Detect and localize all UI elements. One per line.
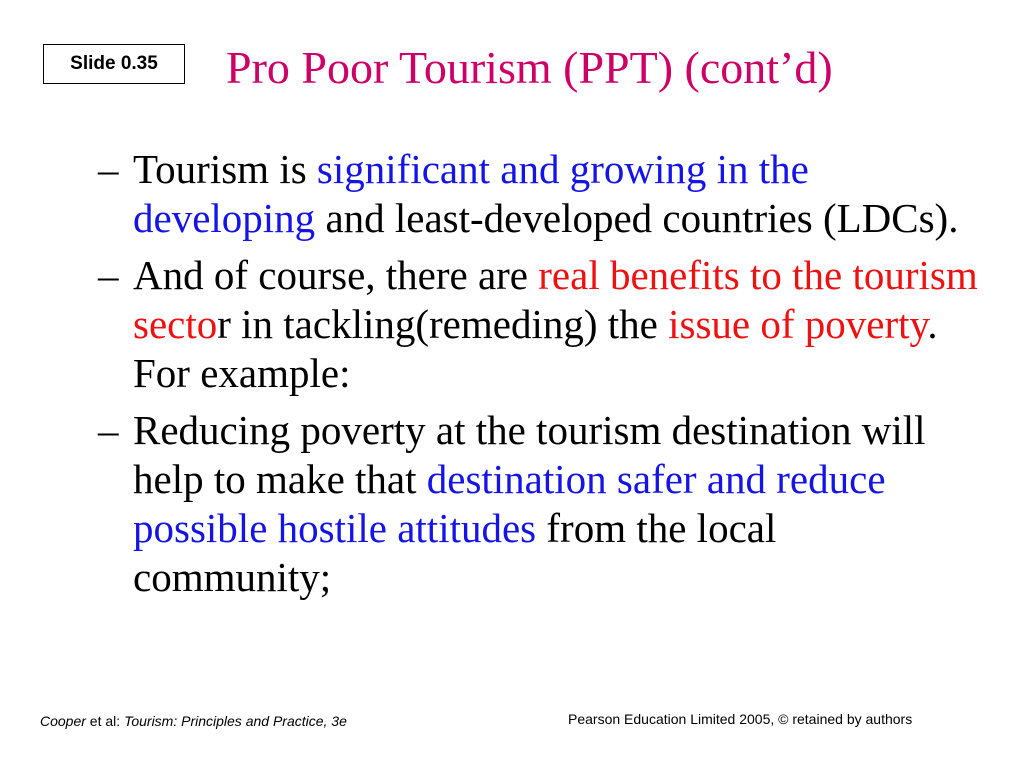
footer-citation-etal: et al: <box>85 713 125 729</box>
bullet-highlight-blue: significant and growing in the developing <box>133 146 809 241</box>
footer-copyright: Pearson Education Limited 2005, © retained by authors <box>568 711 913 727</box>
footer-citation-title: Tourism: Principles and Practice, 3e <box>124 713 347 729</box>
bullet-text-segment: Tourism is <box>133 146 317 192</box>
bullet-text-segment: And of course, there are <box>133 252 539 298</box>
bullet-highlight-blue: destination safer and reduce possible hostile attitudes <box>133 456 886 551</box>
bullet-text-segment: . For example: <box>133 301 938 396</box>
bullet-highlight-red: real benefits to the tourism secto <box>133 252 978 347</box>
bullet-dash: – <box>98 146 119 192</box>
slide-title: Pro Poor Tourism (PPT) (cont’d) <box>226 42 833 93</box>
bullet-highlight-red: issue of poverty <box>668 301 928 347</box>
bullet-dash: – <box>98 407 119 453</box>
bullet-item <box>98 406 978 602</box>
footer-citation-author: Cooper <box>40 713 86 729</box>
bullet-list <box>98 145 978 610</box>
slide-number-badge: Slide 0.35 <box>43 44 185 84</box>
bullet-dash: – <box>98 252 119 298</box>
bullet-text-segment: r in tackling(remeding) the <box>217 301 669 347</box>
bullet-text-segment: and least-developed countries (LDCs). <box>315 195 959 241</box>
bullet-text-segment: Reducing poverty at the tourism destination will help to make that <box>133 407 926 502</box>
bullet-text-segment: from the local community; <box>133 505 777 600</box>
bullet-item <box>98 145 978 243</box>
bullet-item <box>98 251 978 398</box>
footer-citation <box>40 712 347 730</box>
